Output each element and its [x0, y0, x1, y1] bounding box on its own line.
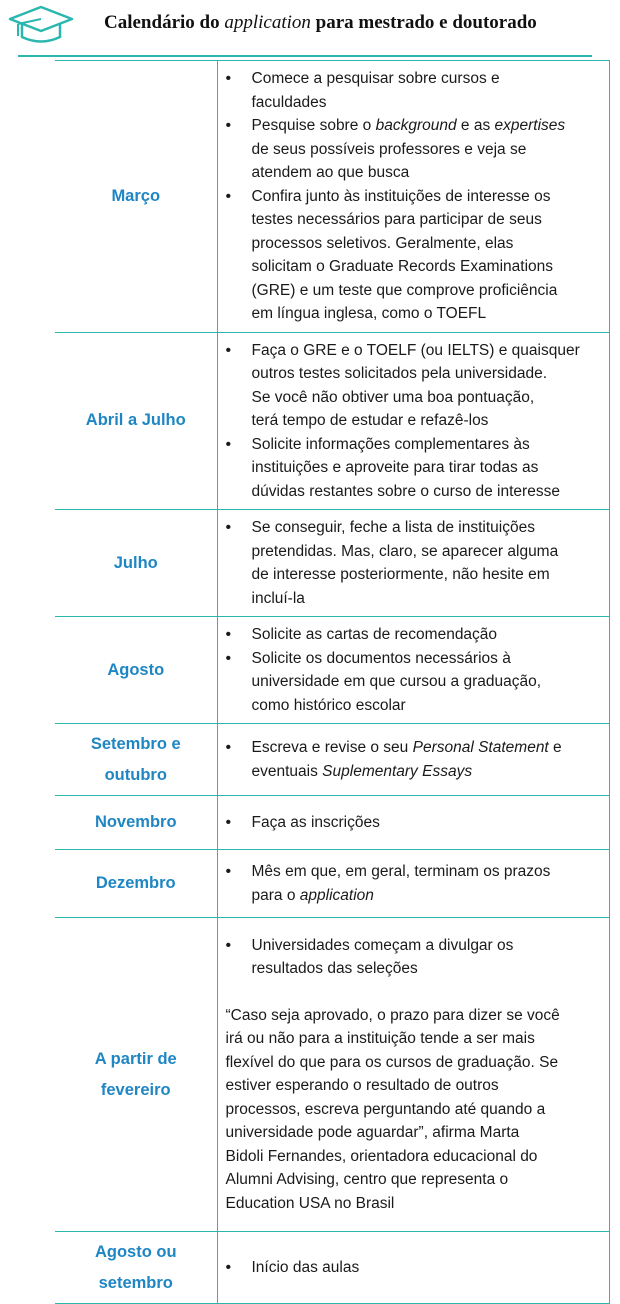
- quote-line: Alumni Advising, centro que representa o: [225, 1171, 509, 1189]
- month-label: Agosto ou: [94, 1242, 177, 1261]
- task-text: • Escreva e revise o seu Personal Statement e: [251, 739, 562, 756]
- list-item: [226, 647, 603, 718]
- month-label: Dezembro: [95, 874, 176, 892]
- task-text: Se você não obtiver uma boa pontuação,: [251, 388, 535, 406]
- list-item: [226, 433, 603, 504]
- list-item: [226, 114, 603, 185]
- task-text: • Faça as inscrições: [251, 813, 380, 831]
- table-row: [55, 617, 609, 724]
- tasks-cell: [217, 850, 609, 918]
- list-item: [226, 860, 603, 907]
- month-cell: [55, 1232, 217, 1304]
- task-text: • Início das aulas: [251, 1258, 360, 1276]
- task-text: outros testes solicitados pela universidade.: [251, 365, 548, 382]
- task-text: solicitam o Graduate Records Examinations: [251, 258, 554, 275]
- task-list: [226, 736, 603, 783]
- task-list: [226, 623, 603, 717]
- list-item: [226, 185, 603, 326]
- month-cell: [55, 850, 217, 918]
- month-label: Novembro: [94, 813, 177, 831]
- tasks-cell: [217, 617, 609, 724]
- table-row: [55, 61, 609, 333]
- table-row: [55, 1232, 609, 1304]
- month-label: setembro: [98, 1273, 173, 1292]
- table-row: [55, 332, 609, 510]
- quote-line: Bidoli Fernandes, orientadora educacional do: [225, 1147, 538, 1165]
- task-text: eventuais Suplementary Essays: [251, 762, 473, 780]
- task-text: • Solicite os documentos necessários à: [251, 649, 511, 667]
- task-text: como histórico escolar: [251, 696, 406, 714]
- month-label: fevereiro: [100, 1080, 171, 1099]
- task-text: de seus possíveis professores e veja se: [251, 140, 527, 158]
- tasks-cell: [217, 332, 609, 510]
- task-text: resultados das seleções: [251, 960, 418, 978]
- list-item: [226, 67, 603, 114]
- month-label: outubro: [104, 765, 167, 784]
- month-label: Agosto: [107, 660, 165, 679]
- list-item: [226, 516, 603, 610]
- quote-line: flexível do que para os cursos de graduação. Se: [225, 1053, 559, 1071]
- month-cell: [55, 617, 217, 724]
- task-text: • Universidades começam a divulgar os: [251, 936, 514, 954]
- table-row: [55, 850, 609, 918]
- header-divider: [18, 55, 592, 57]
- task-text: incluí-la: [251, 589, 305, 607]
- quote-line: Education USA no Brasil: [225, 1194, 395, 1212]
- list-item: [226, 934, 603, 981]
- table-row: [55, 724, 609, 796]
- task-text: (GRE) e um teste que comprove proficiência: [251, 281, 558, 299]
- month-label: Julho: [113, 553, 158, 572]
- task-text: em língua inglesa, como o TOEFL: [251, 305, 487, 322]
- task-text: atendem ao que busca: [251, 164, 410, 181]
- task-list: [226, 860, 603, 907]
- task-text: terá tempo de estudar e refazê-los: [251, 412, 489, 429]
- month-cell: [55, 724, 217, 796]
- task-text: universidade em que cursou a graduação,: [251, 673, 542, 690]
- task-list: [226, 516, 603, 610]
- month-cell: [55, 918, 217, 1232]
- task-text: pretendidas. Mas, claro, se aparecer alguma: [251, 542, 559, 560]
- quote-line: “Caso seja aprovado, o prazo para dizer se você: [225, 1006, 560, 1024]
- tasks-cell: [217, 724, 609, 796]
- page-title: Calendário do application para mestrado e doutorado: [104, 12, 537, 33]
- calendar-table: [55, 60, 610, 1304]
- task-text: • Se conseguir, feche a lista de instituições: [251, 519, 535, 536]
- month-cell: [55, 332, 217, 510]
- task-text: • Solicite informações complementares às: [251, 435, 530, 453]
- month-label: Setembro e: [90, 734, 181, 753]
- task-text: instituições e aproveite para tirar todas as: [251, 459, 539, 476]
- list-item: [226, 736, 603, 783]
- task-text: • Confira junto às instituições de interesse os: [251, 187, 551, 205]
- quote-line: irá ou não para a instituição tende a ser mais: [225, 1030, 535, 1048]
- month-cell: [55, 796, 217, 850]
- page-header: [0, 0, 620, 56]
- tasks-cell: [217, 796, 609, 850]
- table-row: [55, 510, 609, 617]
- task-list: [226, 1256, 603, 1280]
- list-item: [226, 1256, 603, 1280]
- month-label: A partir de: [94, 1049, 177, 1068]
- task-text: • Mês em que, em geral, terminam os prazos: [251, 863, 551, 880]
- task-text: • Comece a pesquisar sobre cursos e: [251, 70, 500, 87]
- tasks-cell: [217, 510, 609, 617]
- list-item: [226, 339, 603, 433]
- list-item: [226, 811, 603, 835]
- task-text: faculdades: [251, 93, 327, 111]
- month-label: Março: [111, 186, 161, 205]
- quote-line: universidade pode aguardar”, afirma Marta: [225, 1124, 520, 1142]
- task-text: para o application: [251, 886, 374, 904]
- task-list: [226, 811, 603, 835]
- tasks-cell: [217, 1232, 609, 1304]
- month-label: Abril a Julho: [85, 411, 186, 430]
- task-list: [226, 339, 603, 504]
- task-text: • Solicite as cartas de recomendação: [251, 626, 498, 643]
- list-item: [226, 623, 603, 647]
- task-text: de interesse posteriormente, não hesite em: [251, 566, 550, 583]
- task-text: • Pesquise sobre o background e as expertises: [251, 117, 566, 134]
- task-text: testes necessários para participar de seus: [251, 211, 542, 228]
- graduation-cap-icon: [6, 4, 76, 46]
- quote-line: processos, escreva perguntando até quando a: [225, 1100, 546, 1118]
- task-text: • Faça o GRE e o TOELF (ou IELTS) e quaisquer: [251, 341, 580, 359]
- table-row: [55, 796, 609, 850]
- task-text: dúvidas restantes sobre o curso de interesse: [251, 482, 560, 500]
- tasks-cell: [217, 918, 609, 1232]
- month-cell: [55, 61, 217, 333]
- tasks-cell: [217, 61, 609, 333]
- task-list: [226, 934, 603, 981]
- task-text: processos seletivos. Geralmente, elas: [251, 234, 514, 252]
- task-list: [226, 67, 603, 326]
- month-cell: [55, 510, 217, 617]
- quote-line: estiver esperando o resultado de outros: [225, 1077, 499, 1095]
- quote-text: [226, 1004, 603, 1216]
- table-row: [55, 918, 609, 1232]
